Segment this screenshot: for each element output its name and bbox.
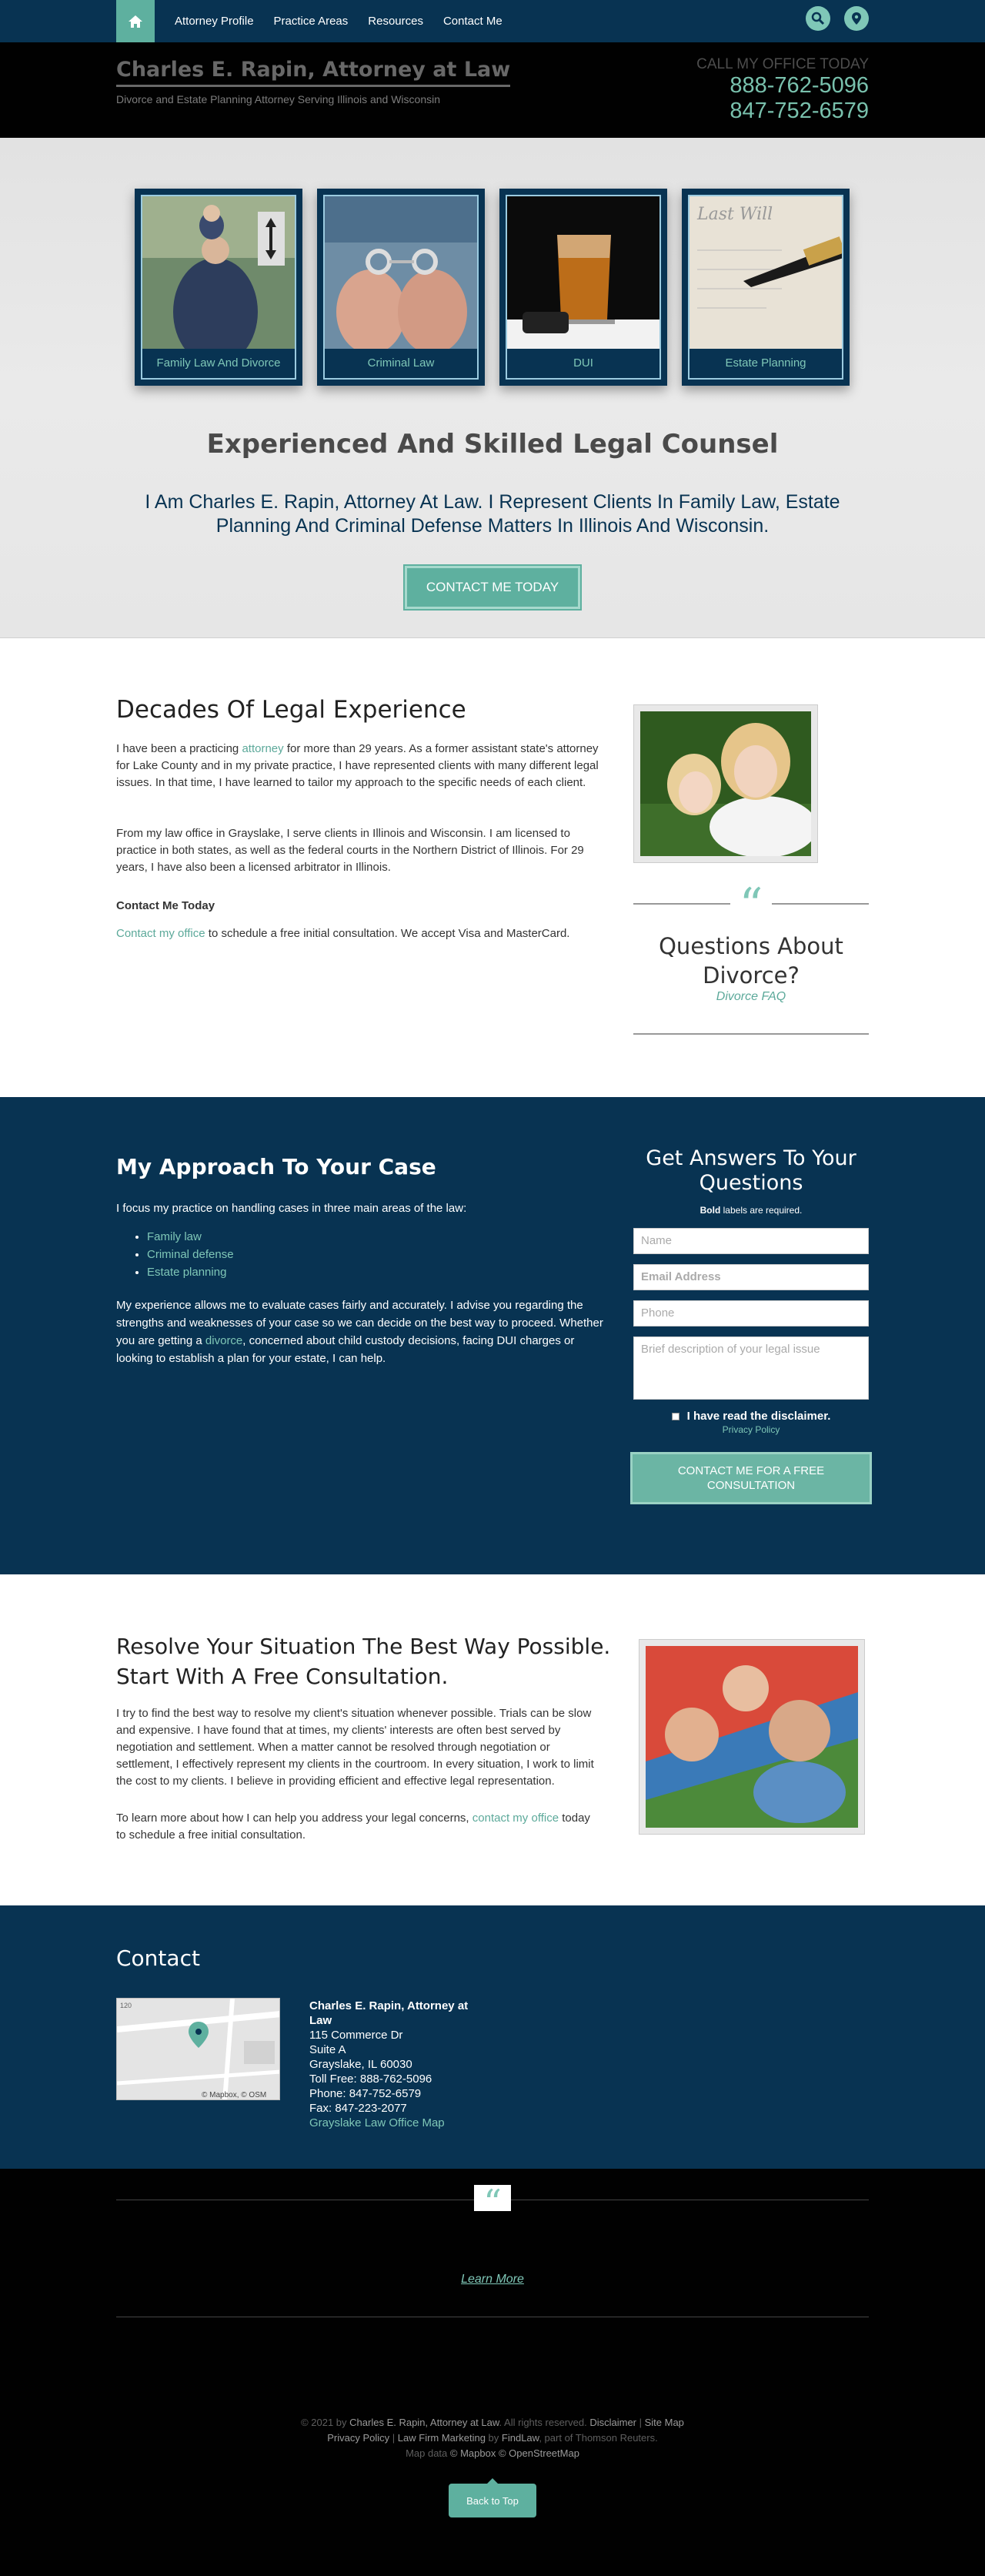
location-button[interactable]	[844, 6, 869, 31]
tile-estate-planning[interactable]	[682, 189, 850, 386]
nav-contact-me[interactable]: Contact Me	[442, 15, 503, 28]
experience-heading: Decades Of Legal Experience	[116, 696, 466, 724]
street: 115 Commerce Dr	[309, 2029, 403, 2042]
findlaw-link[interactable]: FindLaw	[501, 2432, 539, 2444]
privacy-policy-link[interactable]: Privacy Policy	[722, 1424, 780, 1435]
contact-form	[633, 1146, 869, 1504]
text: I have been a practicing	[116, 742, 242, 755]
approach-intro: I focus my practice on handling cases in three main areas of the law:	[116, 1202, 467, 1215]
tile-label: Estate Planning	[690, 349, 842, 378]
nav-attorney-profile[interactable]: Attorney Profile	[175, 15, 254, 28]
tile-label: Criminal Law	[325, 349, 477, 378]
attorney-link[interactable]: attorney	[242, 742, 284, 755]
estate-planning-link[interactable]: Estate planning	[147, 1266, 227, 1279]
text: I have read the	[686, 1410, 771, 1423]
fax: Fax: 847-223-2077	[309, 2102, 407, 2115]
quote-icon: “	[739, 878, 763, 932]
svg-text:120: 120	[120, 2002, 132, 2009]
contact-office-link[interactable]: Contact my office	[116, 927, 205, 940]
copyright: © 2021 by Charles E. Rapin, Attorney at Law. All rights reserved. Disclaimer | Site Map Privacy Policy | Law Firm Marketing by FindLaw, part of Thomson Reuters. Map data © Mapbox © OpenStreetMap	[301, 2417, 684, 2459]
hero-heading: Experienced And Skilled Legal Counsel	[206, 429, 779, 460]
law-firm-marketing-link[interactable]: Law Firm Marketing	[397, 2432, 486, 2444]
text: , concerned about child custody decisions, facing DUI charges or looking to establish a plan for your estate, I can help.	[116, 1334, 575, 1365]
site-map-link[interactable]: Site Map	[644, 2417, 684, 2428]
text: to schedule a free initial consultation. We accept Visa and MasterCard.	[205, 927, 570, 940]
openstreetmap-link[interactable]: © OpenStreetMap	[498, 2447, 579, 2459]
divider	[633, 1033, 869, 1035]
search-button[interactable]	[806, 6, 830, 31]
experience-paragraph-1	[116, 741, 603, 791]
approach-paragraph	[116, 1296, 609, 1367]
contact-office-link-2[interactable]: contact my office	[472, 1812, 559, 1825]
top-nav	[0, 0, 985, 42]
mapbox-link[interactable]: © Mapbox	[449, 2447, 496, 2459]
disclaimer-footer-link[interactable]: Disclaimer	[589, 2417, 636, 2428]
name-field[interactable]: Name	[633, 1228, 869, 1254]
home-icon	[128, 15, 143, 28]
phone: Phone: 847-752-6579	[309, 2087, 422, 2100]
text: © 2021 by	[301, 2417, 350, 2428]
site-header	[0, 42, 985, 138]
experience-paragraph-2: From my law office in Grayslake, I serve clients in Illinois and Wisconsin. I am licensed to practice in both states, as well as the federal courts in the Northern District of Illinois. For 29 years, I have also been a licensed arbitrator in Illinois.	[116, 827, 584, 874]
email-field[interactable]: Email Address	[633, 1264, 869, 1290]
learn-more-link[interactable]: Learn More	[461, 2273, 524, 2286]
suite: Suite A	[309, 2043, 346, 2056]
quote-icon: “	[474, 2185, 511, 2211]
hero-subheading: I Am Charles E. Rapin, Attorney At Law. I Represent Clients In Family Law, Estate Planning And Criminal Defense Matters In Illinois And Wisconsin.	[145, 491, 840, 537]
approach-heading: My Approach To Your Case	[116, 1154, 436, 1179]
tile-label: DUI	[507, 349, 659, 378]
contact-heading: Contact	[116, 1945, 200, 1971]
site-title[interactable]: Charles E. Rapin, Attorney at Law	[116, 58, 510, 87]
criminal-defense-link[interactable]: Criminal defense	[147, 1248, 234, 1261]
disclaimer-checkbox[interactable]	[672, 1413, 679, 1420]
disclaimer-link[interactable]: disclaimer	[770, 1410, 828, 1423]
contact-section	[0, 1905, 985, 2169]
nav-practice-areas[interactable]: Practice Areas	[273, 15, 349, 28]
tile-family-law[interactable]	[135, 189, 302, 386]
experience-section	[0, 638, 985, 1097]
back-to-top-button[interactable]: Back to Top	[449, 2484, 536, 2517]
contact-me-heading: Contact Me Today	[116, 899, 215, 912]
office-map-link[interactable]: Grayslake Law Office Map	[309, 2116, 445, 2129]
map-image	[117, 1999, 280, 2100]
estate-planning-photo	[690, 196, 843, 352]
text: To learn more about how I can help you address your legal concerns,	[116, 1812, 472, 1825]
site-subtitle: Divorce and Estate Planning Attorney Serving Illinois and Wisconsin	[116, 93, 440, 105]
city: Grayslake, IL 60030	[309, 2058, 412, 2071]
text: labels are required.	[720, 1205, 803, 1216]
svg-text:Last Will: Last Will	[697, 205, 773, 224]
text: today to schedule a free initial consultation.	[116, 1812, 590, 1842]
search-icon	[811, 12, 825, 25]
tile-dui[interactable]	[499, 189, 667, 386]
text: , part of Thomson Reuters.	[539, 2432, 658, 2444]
experience-paragraph-3	[116, 925, 603, 942]
divorce-questions-callout	[633, 878, 869, 1035]
home-button[interactable]	[116, 0, 155, 42]
list-item	[147, 1246, 609, 1263]
text: My experience allows me to evaluate cases fairly and accurately. I advise you regarding the strengths and weaknesses of your case so we can decide on the best way to proceed. Whether you are getting a	[116, 1299, 603, 1347]
family-law-link[interactable]: Family law	[147, 1230, 202, 1243]
list-item	[147, 1263, 609, 1281]
divorce-link[interactable]: divorce	[205, 1334, 243, 1347]
mother-daughter-image	[640, 711, 811, 856]
office-address	[309, 1999, 471, 2130]
form-title: Get Answers To Your Questions	[646, 1146, 856, 1195]
family-photo	[633, 704, 818, 863]
phone-field[interactable]: Phone	[633, 1300, 869, 1326]
divorce-faq-link[interactable]: Divorce FAQ	[716, 990, 786, 1003]
hero	[0, 138, 985, 638]
tile-label: Family Law And Divorce	[142, 349, 295, 378]
criminal-law-photo	[325, 196, 479, 352]
practice-area-list	[116, 1228, 609, 1281]
firm-name: Charles E. Rapin, Attorney at Law	[309, 1999, 469, 2027]
family-image	[646, 1646, 858, 1828]
call-label: CALL MY OFFICE TODAY	[696, 56, 869, 72]
form-note	[633, 1205, 869, 1216]
location-icon	[851, 12, 862, 25]
footer	[0, 2169, 985, 2576]
resolve-heading: Resolve Your Situation The Best Way Possible. Start With A Free Consultation.	[116, 1634, 611, 1689]
resolve-section	[0, 1574, 985, 1905]
office-map[interactable]	[116, 1998, 280, 2100]
text: for more than 29 years. As a former assistant state's attorney for Lake County and in my private practice, I have represented clients with many different legal issues. In that time, I have learned to tailor my approach to the specific needs of each client.	[116, 742, 599, 789]
callout-title: Questions About Divorce?	[659, 933, 843, 989]
tile-criminal-law[interactable]	[317, 189, 485, 386]
family-law-photo	[142, 196, 296, 352]
call-block	[696, 56, 869, 124]
text: . All rights reserved.	[499, 2417, 590, 2428]
message-field[interactable]: Brief description of your legal issue	[633, 1337, 869, 1400]
list-item	[147, 1228, 609, 1246]
submit-button[interactable]: CONTACT ME FOR A FREE CONSULTATION	[630, 1452, 872, 1504]
dui-photo	[507, 196, 661, 352]
phone-number-2[interactable]: 847-752-6579	[730, 99, 869, 123]
disclaimer-row: I have read the disclaimer.	[633, 1410, 869, 1423]
nav-resources[interactable]: Resources	[368, 15, 423, 28]
resolve-paragraph-2	[116, 1810, 603, 1844]
svg-text:© Mapbox, © OSM: © Mapbox, © OSM	[202, 2091, 267, 2099]
toll-free: Toll Free: 888-762-5096	[309, 2073, 432, 2086]
text: Bold	[700, 1205, 721, 1216]
privacy-footer-link[interactable]: Privacy Policy	[327, 2432, 390, 2444]
text: Map data	[406, 2447, 450, 2459]
family-hammock-photo	[639, 1639, 865, 1835]
approach-section	[0, 1097, 985, 1574]
resolve-paragraph-1: I try to find the best way to resolve my client's situation whenever possible. Trials can be slow and expensive. I have found that at times, my clients' interests are often best served by negotiation and settlement. When a matter cannot be resolved through negotiation or settlement, I effectively represent my clients in the courtroom. In every situation, I work to limit the cost to my clients. I believe in providing efficient and effective legal representation.	[116, 1707, 594, 1788]
contact-me-today-button[interactable]: CONTACT ME TODAY	[405, 566, 580, 609]
text: by	[485, 2432, 502, 2444]
phone-number-1[interactable]: 888-762-5096	[730, 73, 869, 98]
firm-link[interactable]: Charles E. Rapin, Attorney at Law	[349, 2417, 499, 2428]
